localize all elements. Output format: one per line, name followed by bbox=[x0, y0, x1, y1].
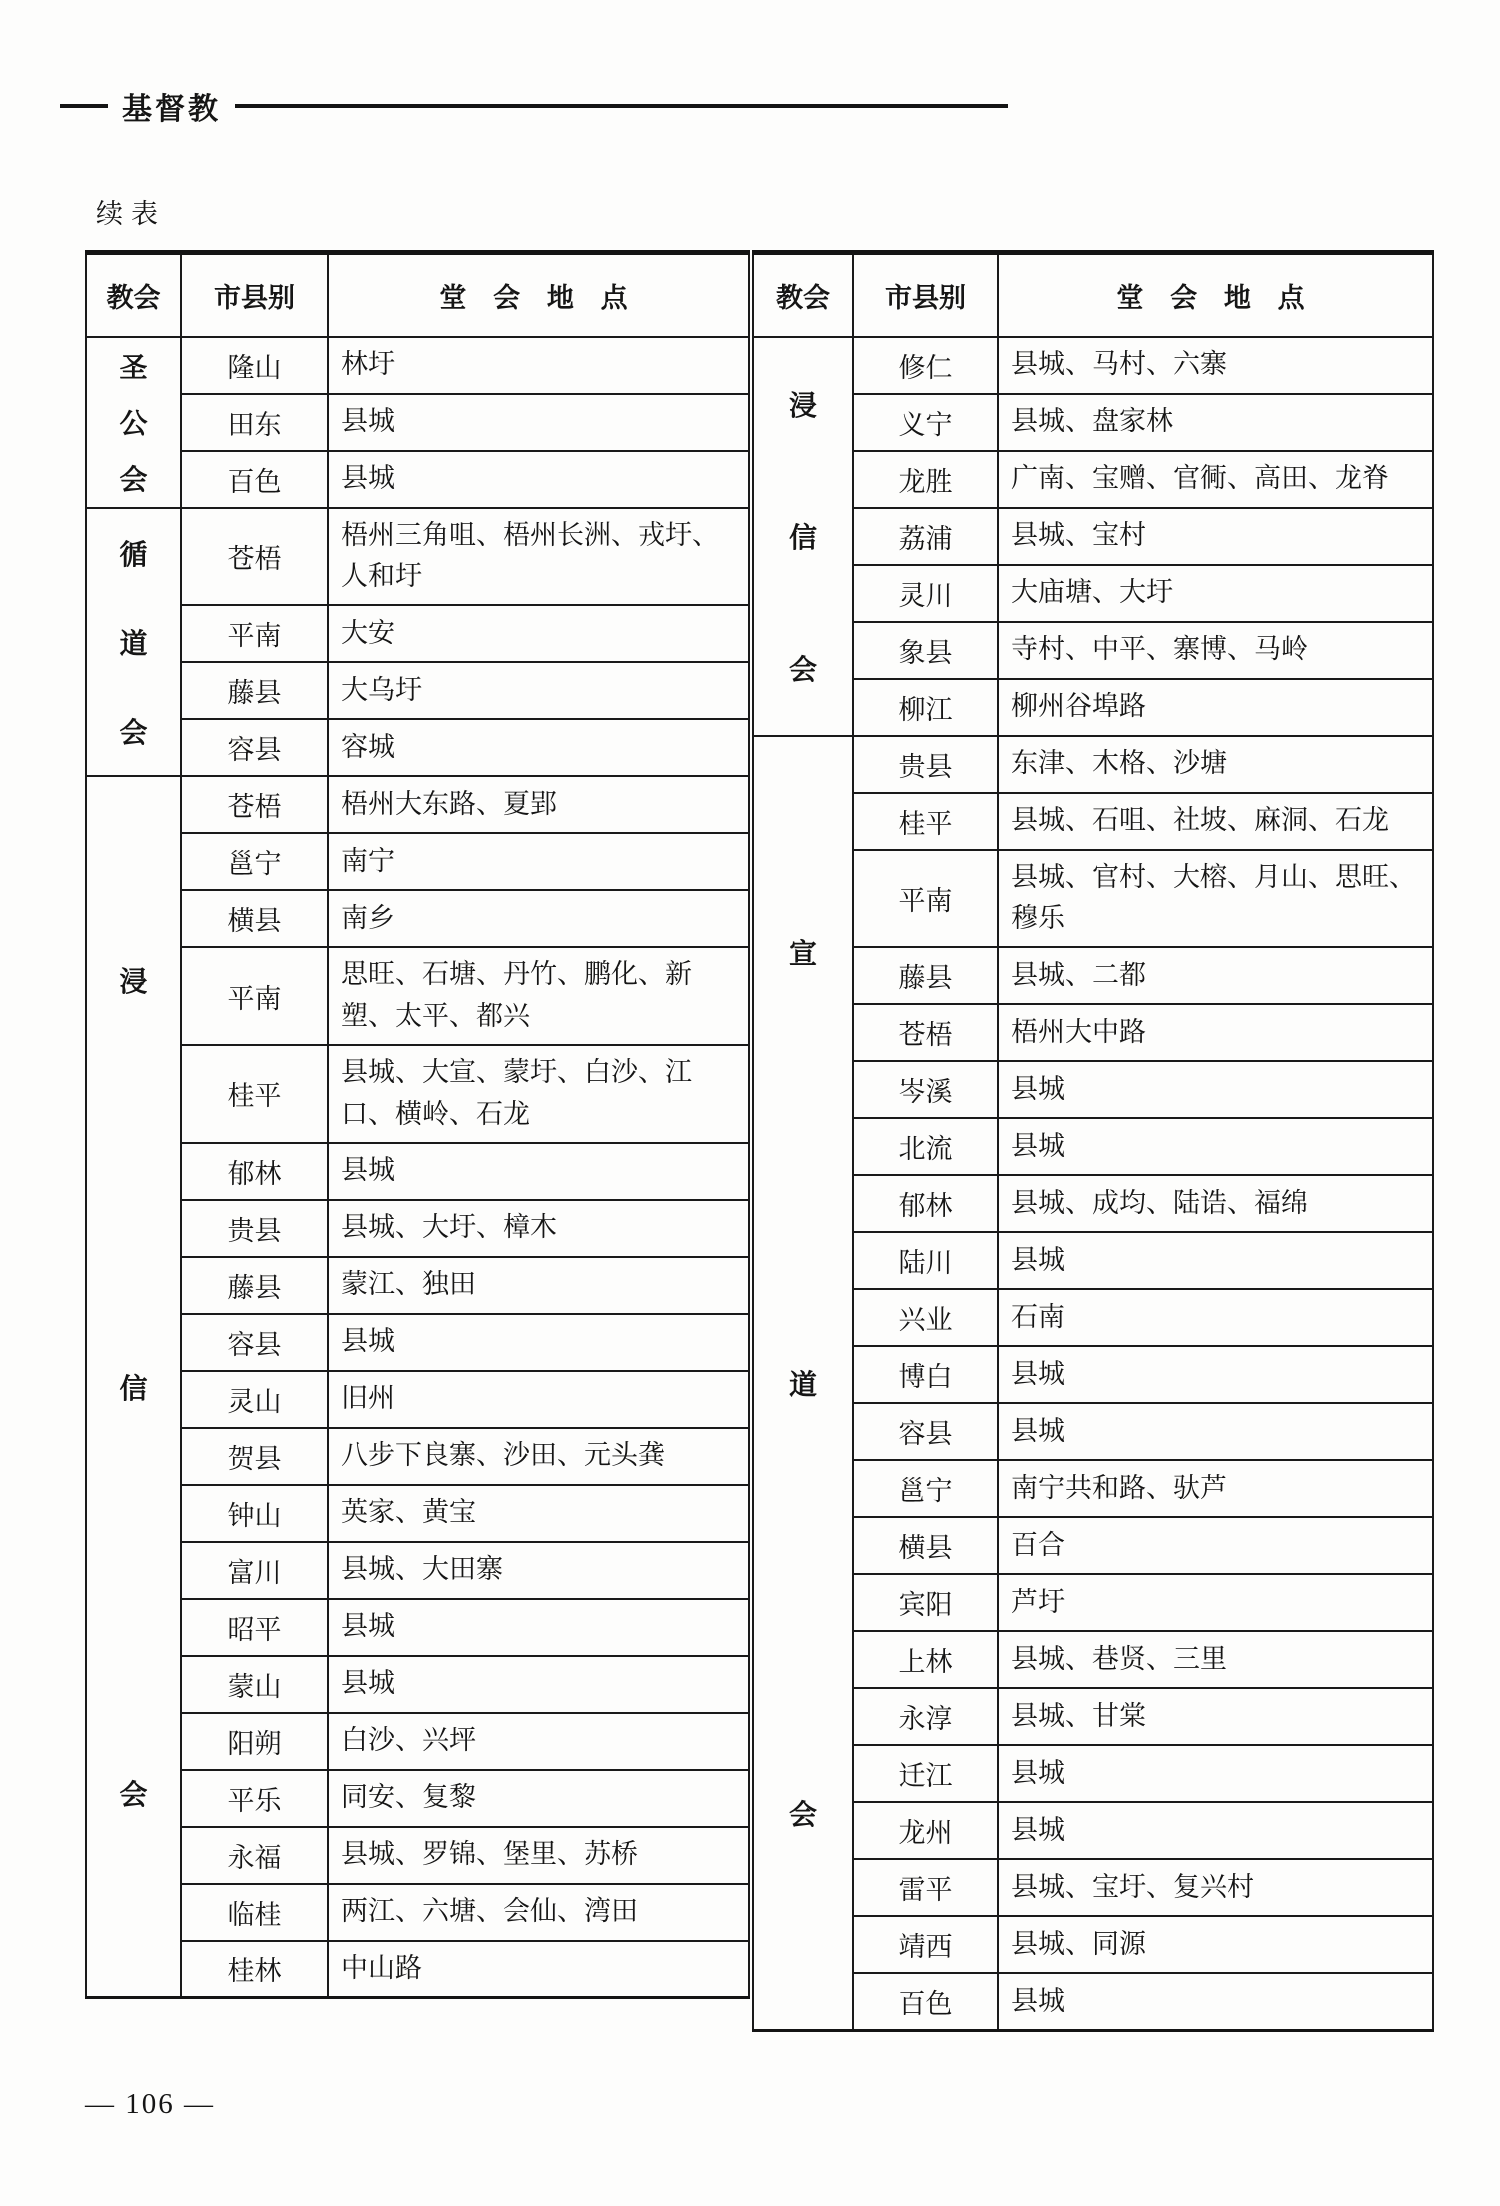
location-cell: 芦圩 bbox=[998, 1574, 1433, 1631]
table-row bbox=[753, 850, 1433, 948]
location-cell: 白沙、兴坪 bbox=[328, 1713, 749, 1770]
church-group-label bbox=[753, 337, 853, 736]
table-row bbox=[86, 890, 749, 947]
location-cell: 旧州 bbox=[328, 1371, 749, 1428]
location-cell: 柳州谷埠路 bbox=[998, 679, 1433, 736]
table-row bbox=[86, 394, 749, 451]
table-row bbox=[753, 1460, 1433, 1517]
table-row bbox=[753, 1118, 1433, 1175]
location-cell: 县城、同源 bbox=[998, 1916, 1433, 1973]
location-cell: 县城、宝圩、复兴村 bbox=[998, 1859, 1433, 1916]
table-row bbox=[86, 1485, 749, 1542]
table-row bbox=[86, 719, 749, 776]
table-row bbox=[86, 1200, 749, 1257]
church-name-char: 圣 bbox=[119, 352, 148, 384]
location-cell: 县城、大宣、蒙圩、白沙、江口、横岭、石龙 bbox=[328, 1045, 749, 1143]
table-row bbox=[753, 1403, 1433, 1460]
county-cell: 岑溪 bbox=[853, 1061, 998, 1118]
county-cell: 龙州 bbox=[853, 1802, 998, 1859]
county-cell: 平南 bbox=[853, 850, 998, 948]
church-name-char: 会 bbox=[788, 655, 817, 687]
church-group-label bbox=[753, 736, 853, 2031]
location-cell: 县城、罗锦、堡里、苏桥 bbox=[328, 1827, 749, 1884]
church-name-char: 信 bbox=[119, 1373, 148, 1405]
county-cell: 贵县 bbox=[853, 736, 998, 793]
church-name-char: 会 bbox=[788, 1800, 817, 1832]
location-cell: 县城、大田寨 bbox=[328, 1542, 749, 1599]
location-cell: 两江、六塘、会仙、湾田 bbox=[328, 1884, 749, 1941]
location-cell: 大乌圩 bbox=[328, 662, 749, 719]
county-cell: 柳江 bbox=[853, 679, 998, 736]
county-cell: 郁林 bbox=[853, 1175, 998, 1232]
location-cell: 百合 bbox=[998, 1517, 1433, 1574]
county-cell: 藤县 bbox=[853, 947, 998, 1004]
location-cell: 梧州大中路 bbox=[998, 1004, 1433, 1061]
location-cell: 东津、木格、沙塘 bbox=[998, 736, 1433, 793]
county-cell: 宾阳 bbox=[853, 1574, 998, 1631]
table-row bbox=[86, 1143, 749, 1200]
county-cell: 北流 bbox=[853, 1118, 998, 1175]
table-row bbox=[86, 1599, 749, 1656]
location-cell: 蒙江、独田 bbox=[328, 1257, 749, 1314]
location-cell: 县城、成均、陆诰、福绵 bbox=[998, 1175, 1433, 1232]
church-name-vertical bbox=[87, 338, 180, 507]
county-cell: 永淳 bbox=[853, 1688, 998, 1745]
table-row bbox=[86, 1257, 749, 1314]
church-table-left bbox=[85, 250, 750, 1999]
table-row bbox=[86, 947, 749, 1045]
location-cell: 林圩 bbox=[328, 337, 749, 394]
location-cell: 同安、复黎 bbox=[328, 1770, 749, 1827]
church-group-label bbox=[86, 508, 181, 777]
county-cell: 容县 bbox=[181, 1314, 328, 1371]
church-group-label bbox=[86, 337, 181, 508]
location-cell: 县城 bbox=[998, 1973, 1433, 2030]
county-cell: 荔浦 bbox=[853, 508, 998, 565]
location-cell: 大庙塘、大圩 bbox=[998, 565, 1433, 622]
county-cell: 蒙山 bbox=[181, 1656, 328, 1713]
location-cell: 县城 bbox=[998, 1118, 1433, 1175]
church-name-vertical bbox=[754, 737, 852, 2029]
table-row bbox=[86, 833, 749, 890]
county-cell: 隆山 bbox=[181, 337, 328, 394]
table-row bbox=[86, 605, 749, 662]
table-row bbox=[86, 776, 749, 833]
column-header: 市县别 bbox=[853, 253, 998, 337]
county-cell: 苍梧 bbox=[853, 1004, 998, 1061]
county-cell: 阳朔 bbox=[181, 1713, 328, 1770]
page-title: 基督教 bbox=[122, 93, 221, 126]
location-cell: 英家、黄宝 bbox=[328, 1485, 749, 1542]
county-cell: 藤县 bbox=[181, 1257, 328, 1314]
county-cell: 苍梧 bbox=[181, 508, 328, 606]
county-cell: 兴业 bbox=[853, 1289, 998, 1346]
county-cell: 迁江 bbox=[853, 1745, 998, 1802]
county-cell: 百色 bbox=[181, 451, 328, 508]
column-header: 教会 bbox=[86, 253, 181, 337]
table-row bbox=[86, 1713, 749, 1770]
county-cell: 灵山 bbox=[181, 1371, 328, 1428]
table-row bbox=[86, 337, 749, 394]
header-row bbox=[86, 253, 749, 337]
table-row bbox=[753, 1232, 1433, 1289]
county-cell: 永福 bbox=[181, 1827, 328, 1884]
county-cell: 灵川 bbox=[853, 565, 998, 622]
location-cell: 县城、巷贤、三里 bbox=[998, 1631, 1433, 1688]
county-cell: 容县 bbox=[181, 719, 328, 776]
county-cell: 钟山 bbox=[181, 1485, 328, 1542]
table-row bbox=[753, 1859, 1433, 1916]
county-cell: 贵县 bbox=[181, 1200, 328, 1257]
location-cell: 县城 bbox=[328, 1314, 749, 1371]
county-cell: 邕宁 bbox=[853, 1460, 998, 1517]
county-cell: 陆川 bbox=[853, 1232, 998, 1289]
county-cell: 横县 bbox=[853, 1517, 998, 1574]
location-cell: 寺村、中平、寨博、马岭 bbox=[998, 622, 1433, 679]
county-cell: 龙胜 bbox=[853, 451, 998, 508]
county-cell: 富川 bbox=[181, 1542, 328, 1599]
table-row bbox=[753, 1004, 1433, 1061]
county-cell: 桂平 bbox=[181, 1045, 328, 1143]
county-cell: 平乐 bbox=[181, 1770, 328, 1827]
table-row bbox=[86, 1428, 749, 1485]
county-cell: 象县 bbox=[853, 622, 998, 679]
county-cell: 义宁 bbox=[853, 394, 998, 451]
table-row bbox=[753, 565, 1433, 622]
column-header: 教会 bbox=[753, 253, 853, 337]
table-row bbox=[753, 793, 1433, 850]
church-name-char: 宣 bbox=[788, 938, 817, 970]
location-cell: 县城、大圩、樟木 bbox=[328, 1200, 749, 1257]
column-header: 市县别 bbox=[181, 253, 328, 337]
table-row bbox=[753, 1745, 1433, 1802]
county-cell: 桂平 bbox=[853, 793, 998, 850]
church-name-char: 浸 bbox=[788, 390, 817, 422]
table-row bbox=[753, 1574, 1433, 1631]
county-cell: 平南 bbox=[181, 947, 328, 1045]
table-row bbox=[753, 1973, 1433, 2030]
county-cell: 修仁 bbox=[853, 337, 998, 394]
location-cell: 容城 bbox=[328, 719, 749, 776]
county-cell: 百色 bbox=[853, 1973, 998, 2030]
location-cell: 县城、官村、大榕、月山、思旺、穆乐 bbox=[998, 850, 1433, 948]
church-name-char: 道 bbox=[788, 1369, 817, 1401]
table-row bbox=[86, 1542, 749, 1599]
location-cell: 县城 bbox=[328, 451, 749, 508]
table-row bbox=[753, 394, 1433, 451]
table-row bbox=[753, 1688, 1433, 1745]
page-number: — 106 — bbox=[85, 2088, 215, 2120]
county-cell: 郁林 bbox=[181, 1143, 328, 1200]
county-cell: 苍梧 bbox=[181, 776, 328, 833]
location-cell: 县城、石咀、社坡、麻洞、石龙 bbox=[998, 793, 1433, 850]
county-cell: 横县 bbox=[181, 890, 328, 947]
running-head bbox=[60, 84, 1008, 128]
table-row bbox=[86, 662, 749, 719]
church-name-char: 会 bbox=[119, 465, 148, 497]
county-cell: 藤县 bbox=[181, 662, 328, 719]
location-cell: 县城、盘家林 bbox=[998, 394, 1433, 451]
location-cell: 县城 bbox=[998, 1403, 1433, 1460]
church-name-vertical bbox=[754, 338, 852, 735]
location-cell: 县城、马村、六寨 bbox=[998, 337, 1433, 394]
table-row bbox=[753, 1802, 1433, 1859]
header-rule-right bbox=[235, 104, 1008, 108]
location-cell: 县城、宝村 bbox=[998, 508, 1433, 565]
continued-table-label: 续表 bbox=[96, 199, 166, 229]
location-cell: 县城、二都 bbox=[998, 947, 1433, 1004]
header-rule-left bbox=[60, 104, 108, 108]
table-row bbox=[753, 622, 1433, 679]
county-cell: 靖西 bbox=[853, 1916, 998, 1973]
location-cell: 思旺、石塘、丹竹、鹏化、新塑、太平、都兴 bbox=[328, 947, 749, 1045]
county-cell: 平南 bbox=[181, 605, 328, 662]
church-name-char: 会 bbox=[119, 717, 148, 749]
location-cell: 县城 bbox=[998, 1232, 1433, 1289]
table-row bbox=[753, 1175, 1433, 1232]
church-name-char: 浸 bbox=[119, 967, 148, 999]
location-cell: 梧州大东路、夏郢 bbox=[328, 776, 749, 833]
location-cell: 石南 bbox=[998, 1289, 1433, 1346]
table-row bbox=[753, 1916, 1433, 1973]
table-row bbox=[753, 451, 1433, 508]
location-cell: 中山路 bbox=[328, 1941, 749, 1998]
church-name-char: 会 bbox=[119, 1779, 148, 1811]
location-cell: 八步下良寨、沙田、元头龚 bbox=[328, 1428, 749, 1485]
table-row bbox=[86, 1941, 749, 1998]
location-cell: 县城 bbox=[998, 1346, 1433, 1403]
county-cell: 博白 bbox=[853, 1346, 998, 1403]
county-cell: 雷平 bbox=[853, 1859, 998, 1916]
table-row bbox=[753, 679, 1433, 736]
table-row bbox=[86, 1656, 749, 1713]
location-cell: 县城 bbox=[328, 1143, 749, 1200]
church-name-char: 信 bbox=[788, 522, 817, 554]
location-cell: 广南、宝赠、官衕、高田、龙脊 bbox=[998, 451, 1433, 508]
location-cell: 县城 bbox=[328, 1656, 749, 1713]
column-header: 堂 会 地 点 bbox=[328, 253, 749, 337]
church-table-right bbox=[752, 250, 1434, 2032]
table-row bbox=[753, 947, 1433, 1004]
table-row bbox=[86, 1770, 749, 1827]
county-cell: 上林 bbox=[853, 1631, 998, 1688]
church-name-char: 道 bbox=[119, 628, 148, 660]
table-row bbox=[86, 1045, 749, 1143]
county-cell: 邕宁 bbox=[181, 833, 328, 890]
location-cell: 县城 bbox=[998, 1802, 1433, 1859]
table-row bbox=[86, 1884, 749, 1941]
county-cell: 田东 bbox=[181, 394, 328, 451]
table-row bbox=[753, 508, 1433, 565]
location-cell: 梧州三角咀、梧州长洲、戎圩、人和圩 bbox=[328, 508, 749, 606]
header-row bbox=[753, 253, 1433, 337]
table-row bbox=[753, 1631, 1433, 1688]
location-cell: 南宁 bbox=[328, 833, 749, 890]
location-cell: 县城、甘棠 bbox=[998, 1688, 1433, 1745]
location-cell: 南宁共和路、驮芦 bbox=[998, 1460, 1433, 1517]
table-row bbox=[753, 337, 1433, 394]
table-row bbox=[86, 451, 749, 508]
church-name-vertical bbox=[87, 777, 180, 1996]
table-row bbox=[86, 1371, 749, 1428]
county-cell: 桂林 bbox=[181, 1941, 328, 1998]
church-name-char: 公 bbox=[119, 408, 148, 440]
church-name-vertical bbox=[87, 509, 180, 776]
location-cell: 县城 bbox=[998, 1061, 1433, 1118]
location-cell: 县城 bbox=[998, 1745, 1433, 1802]
county-cell: 容县 bbox=[853, 1403, 998, 1460]
table-row bbox=[753, 1061, 1433, 1118]
location-cell: 县城 bbox=[328, 1599, 749, 1656]
table-row bbox=[86, 508, 749, 606]
table-row bbox=[86, 1314, 749, 1371]
county-cell: 昭平 bbox=[181, 1599, 328, 1656]
table-row bbox=[753, 736, 1433, 793]
table-row bbox=[753, 1289, 1433, 1346]
county-cell: 贺县 bbox=[181, 1428, 328, 1485]
table-row bbox=[86, 1827, 749, 1884]
church-name-char: 循 bbox=[119, 539, 148, 571]
location-cell: 大安 bbox=[328, 605, 749, 662]
church-group-label bbox=[86, 776, 181, 1997]
table-row bbox=[753, 1346, 1433, 1403]
table-row bbox=[753, 1517, 1433, 1574]
column-header: 堂 会 地 点 bbox=[998, 253, 1433, 337]
location-cell: 县城 bbox=[328, 394, 749, 451]
location-cell: 南乡 bbox=[328, 890, 749, 947]
county-cell: 临桂 bbox=[181, 1884, 328, 1941]
